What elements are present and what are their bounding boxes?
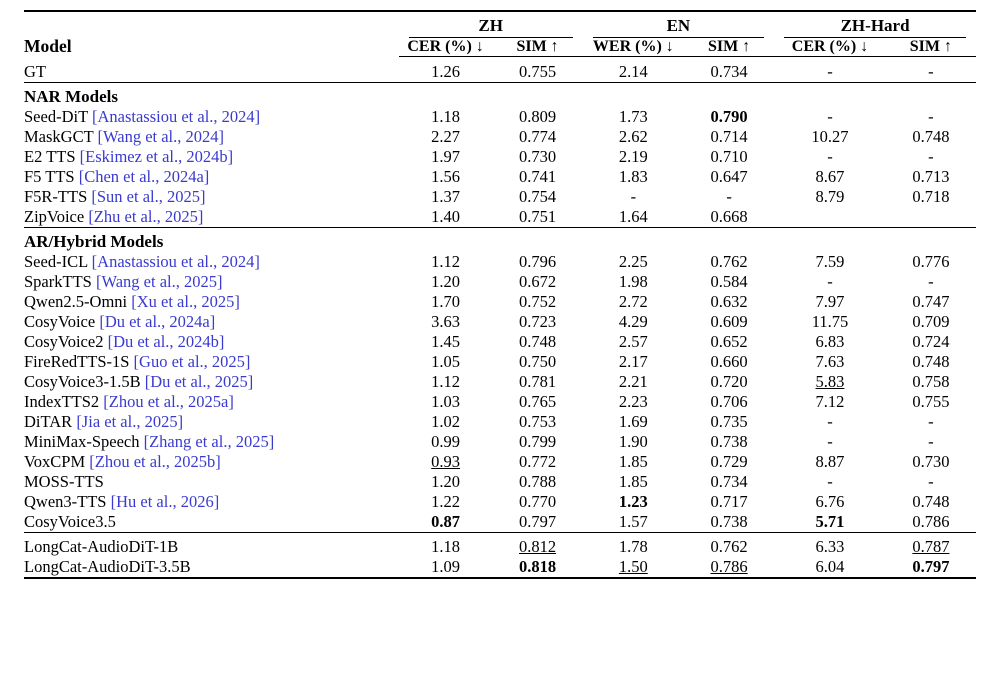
- metric-value: 0.706: [710, 392, 748, 411]
- metric-value: 0.755: [912, 392, 950, 411]
- header-group-en: [583, 11, 775, 38]
- metric-value: 1.98: [618, 272, 648, 291]
- table-row: [24, 147, 976, 167]
- metric-value: 0.788: [519, 472, 557, 491]
- metric-value: 1.12: [431, 372, 461, 391]
- metric-value: 0.632: [710, 292, 748, 311]
- model-name-cell: [24, 432, 399, 452]
- metric-value: 1.50: [618, 557, 648, 576]
- model-name: CosyVoice2: [24, 332, 104, 351]
- metric-value: 5.83: [815, 372, 845, 391]
- model-name-cell: [24, 252, 399, 272]
- citation-link[interactable]: [Anastassiou et al., 2024]: [91, 252, 260, 271]
- metric-value: 0.747: [912, 292, 950, 311]
- metric-value: 2.72: [618, 292, 648, 311]
- model-name-cell: [24, 187, 399, 207]
- metric-value: 0.609: [710, 312, 748, 331]
- metric-value: 0.738: [710, 432, 748, 451]
- model-name: VoxCPM: [24, 452, 86, 471]
- metric-value: 0.647: [710, 167, 748, 186]
- metric-value: 0.790: [710, 107, 748, 126]
- citation-link[interactable]: [Chen et al., 2024a]: [78, 167, 210, 186]
- metric-value: 1.85: [618, 452, 648, 471]
- metric-value: 2.14: [618, 62, 648, 81]
- table-row: [24, 537, 976, 557]
- citation-link[interactable]: [Jia et al., 2025]: [76, 412, 184, 431]
- metric-value: 0.730: [912, 452, 950, 471]
- metric-value: 8.67: [815, 167, 845, 186]
- metric-value: 2.23: [618, 392, 648, 411]
- divider-cell: [24, 577, 399, 578]
- citation-link[interactable]: [Wang et al., 2024]: [97, 127, 225, 146]
- model-name: MiniMax-Speech: [24, 432, 140, 451]
- table-row: [24, 472, 976, 492]
- header-group-zh: [399, 11, 583, 38]
- metric-value: 2.27: [431, 127, 461, 146]
- metric-value: 1.45: [431, 332, 461, 351]
- section-title: NAR Models: [24, 87, 118, 106]
- metric-value: 0.710: [710, 147, 748, 166]
- model-name-cell: [24, 372, 399, 392]
- model-name: FireRedTTS-1S: [24, 352, 130, 371]
- metric-value: 0.741: [519, 167, 557, 186]
- metric-value: 0.812: [519, 537, 557, 556]
- citation-link[interactable]: [Du et al., 2024b]: [107, 332, 225, 351]
- table-row: [24, 252, 976, 272]
- table-row: [24, 432, 976, 452]
- section-header-row: [24, 87, 976, 107]
- metric-value: -: [928, 107, 934, 126]
- metric-value: 0.748: [912, 492, 950, 511]
- table-row: [24, 452, 976, 472]
- metric-value: 1.90: [618, 432, 648, 451]
- model-name-cell: [24, 352, 399, 372]
- metric-value: 0.755: [519, 62, 557, 81]
- metric-value: 0.748: [912, 127, 950, 146]
- metric-value: 0.734: [710, 62, 748, 81]
- model-name-cell: GT: [24, 62, 46, 81]
- metric-value: 0.720: [710, 372, 748, 391]
- metric-value: -: [928, 272, 934, 291]
- divider-cell: [886, 577, 976, 578]
- divider-cell: [493, 577, 583, 578]
- metric-value: 1.03: [431, 392, 461, 411]
- table-row: [24, 107, 976, 127]
- metric-value: 1.85: [618, 472, 648, 491]
- metric-value: 0.717: [710, 492, 748, 511]
- metric-value: 1.64: [618, 207, 648, 226]
- metric-value: 11.75: [811, 312, 849, 331]
- metric-value: 0.752: [519, 292, 557, 311]
- metric-value: 0.750: [519, 352, 557, 371]
- citation-link[interactable]: [Anastassiou et al., 2024]: [91, 107, 261, 126]
- metric-value: 0.762: [710, 537, 748, 556]
- metric-value: 7.97: [815, 292, 845, 311]
- model-name: Qwen3-TTS: [24, 492, 107, 511]
- header-group-zh-label: ZH: [409, 12, 573, 38]
- metric-value: -: [827, 107, 833, 126]
- metric-value: 6.83: [815, 332, 845, 351]
- table-row: [24, 557, 976, 577]
- section-title: AR/Hybrid Models: [24, 232, 164, 251]
- metric-value: 0.786: [912, 512, 950, 531]
- metric-value: 0.718: [912, 187, 950, 206]
- divider-cell: [684, 577, 774, 578]
- divider-cell: [399, 577, 493, 578]
- model-name: F5 TTS: [24, 167, 75, 186]
- metric-value: 0.734: [710, 472, 748, 491]
- metric-value: 0.714: [710, 127, 748, 146]
- metric-value: -: [928, 412, 934, 431]
- results-table: [24, 10, 976, 579]
- metric-value: 0.818: [519, 557, 557, 576]
- metric-value: 1.40: [431, 207, 461, 226]
- metric-value: -: [928, 62, 934, 81]
- metric-value: 0.87: [431, 512, 461, 531]
- metric-value: 0.758: [912, 372, 950, 391]
- citation-link[interactable]: [Guo et al., 2025]: [133, 352, 251, 371]
- metric-value: 0.796: [519, 252, 557, 271]
- metric-value: 0.753: [519, 412, 557, 431]
- table-row: [24, 392, 976, 412]
- metric-value: 0.709: [912, 312, 950, 331]
- citation-link[interactable]: [Du et al., 2024a]: [99, 312, 216, 331]
- header-group-en-label: EN: [593, 12, 765, 38]
- citation-link[interactable]: [Xu et al., 2025]: [131, 292, 240, 311]
- metric-value: 7.63: [815, 352, 845, 371]
- metric-value: [886, 207, 976, 228]
- citation-link[interactable]: [Zhou et al., 2025a]: [103, 392, 234, 411]
- metric-value: 0.765: [519, 392, 557, 411]
- header-group-zh-hard-label: ZH-Hard: [784, 12, 966, 38]
- metric-value: 0.723: [519, 312, 557, 331]
- citation-link[interactable]: [Hu et al., 2026]: [110, 492, 220, 511]
- metric-value: 0.754: [519, 187, 557, 206]
- metric-value: 0.730: [519, 147, 557, 166]
- model-name: E2 TTS: [24, 147, 76, 166]
- metric-value: [774, 207, 886, 228]
- model-name-cell: [24, 147, 399, 167]
- metric-value: -: [928, 432, 934, 451]
- header-group-row: [24, 11, 976, 38]
- model-name-cell: [24, 332, 399, 352]
- metric-value: 0.786: [710, 557, 748, 576]
- metric-value: 2.62: [618, 127, 648, 146]
- header-model: Model: [24, 11, 399, 57]
- model-name: Qwen2.5-Omni: [24, 292, 128, 311]
- header-zh-cer: CER (%) ↓: [399, 38, 493, 57]
- model-name-cell: [24, 292, 399, 312]
- metric-value: 0.797: [519, 512, 557, 531]
- model-name-cell: [24, 312, 399, 332]
- metric-value: 0.713: [912, 167, 950, 186]
- metric-value: 0.774: [519, 127, 557, 146]
- model-name: Seed-DiT: [24, 107, 88, 126]
- citation-link[interactable]: [Du et al., 2025]: [144, 372, 254, 391]
- metric-value: 1.37: [431, 187, 461, 206]
- table-bottom-rule: [24, 577, 976, 578]
- header-en-wer: WER (%) ↓: [583, 38, 684, 57]
- model-name: MaskGCT: [24, 127, 94, 146]
- metric-value: 0.799: [519, 432, 557, 451]
- metric-value: -: [827, 272, 833, 291]
- metric-value: -: [827, 432, 833, 451]
- metric-value: 0.729: [710, 452, 748, 471]
- metric-value: -: [827, 147, 833, 166]
- model-name-cell: [24, 512, 399, 533]
- metric-value: 1.83: [618, 167, 648, 186]
- header-zhhard-cer: CER (%) ↓: [774, 38, 886, 57]
- model-name-cell: [24, 537, 399, 557]
- table-row: [24, 332, 976, 352]
- model-name: MOSS-TTS: [24, 472, 104, 491]
- citation-link[interactable]: [Sun et al., 2025]: [91, 187, 206, 206]
- model-name-cell: [24, 207, 399, 228]
- table-body: [24, 57, 976, 579]
- metric-value: 0.93: [431, 452, 461, 471]
- header-zh-sim: SIM ↑: [493, 38, 583, 57]
- metric-value: 6.33: [815, 537, 845, 556]
- metric-value: 1.70: [431, 292, 461, 311]
- model-name-cell: [24, 412, 399, 432]
- model-name-cell: [24, 472, 399, 492]
- metric-value: 1.02: [431, 412, 461, 431]
- model-name: F5R-TTS: [24, 187, 88, 206]
- metric-value: 8.79: [815, 187, 845, 206]
- metric-value: 0.797: [912, 557, 950, 576]
- model-name-cell: [24, 452, 399, 472]
- metric-value: 6.04: [815, 557, 845, 576]
- table-row: [24, 207, 976, 228]
- metric-value: 1.69: [618, 412, 648, 431]
- divider-cell: [774, 577, 886, 578]
- metric-value: 1.57: [618, 512, 648, 531]
- metric-value: 0.660: [710, 352, 748, 371]
- table-row: [24, 352, 976, 372]
- metric-value: -: [827, 472, 833, 491]
- model-name-cell: [24, 392, 399, 412]
- table-row: [24, 272, 976, 292]
- metric-value: 0.652: [710, 332, 748, 351]
- metric-value: 0.748: [912, 352, 950, 371]
- model-name: DiTAR: [24, 412, 73, 431]
- metric-value: 1.78: [618, 537, 648, 556]
- model-name: CosyVoice: [24, 312, 96, 331]
- metric-value: -: [827, 412, 833, 431]
- metric-value: 0.584: [710, 272, 748, 291]
- model-name: SparkTTS: [24, 272, 92, 291]
- metric-value: 2.25: [618, 252, 648, 271]
- metric-value: -: [928, 472, 934, 491]
- metric-value: -: [630, 187, 637, 206]
- metric-value: 1.56: [431, 167, 461, 186]
- metric-value: 1.22: [431, 492, 461, 511]
- metric-value: 0.781: [519, 372, 557, 391]
- metric-value: -: [726, 187, 732, 206]
- metric-value: 0.770: [519, 492, 557, 511]
- metric-value: 2.17: [618, 352, 648, 371]
- citation-link[interactable]: [Zhu et al., 2025]: [88, 207, 204, 226]
- model-name: CosyVoice3-1.5B: [24, 372, 141, 391]
- citation-link[interactable]: [Wang et al., 2025]: [95, 272, 223, 291]
- metric-value: 0.787: [912, 537, 950, 556]
- model-name-cell: [24, 107, 399, 127]
- header-zhhard-sim: SIM ↑: [886, 38, 976, 57]
- metric-value: 1.23: [618, 492, 648, 511]
- metric-value: 0.99: [431, 432, 461, 451]
- metric-value: 1.09: [431, 557, 461, 576]
- model-name-cell: [24, 127, 399, 147]
- table-row: [24, 127, 976, 147]
- metric-value: 0.668: [710, 207, 748, 226]
- metric-value: 2.21: [618, 372, 648, 391]
- metric-value: 1.18: [431, 537, 461, 556]
- model-name-cell: [24, 492, 399, 512]
- metric-value: 1.26: [431, 62, 461, 81]
- metric-value: 7.59: [815, 252, 845, 271]
- model-name: CosyVoice3.5: [24, 512, 116, 531]
- metric-value: 0.751: [519, 207, 557, 226]
- table-row: [24, 492, 976, 512]
- metric-value: -: [827, 62, 833, 81]
- table-row: [24, 57, 976, 83]
- model-name: LongCat-AudioDiT-1B: [24, 537, 179, 556]
- section-header-row: [24, 232, 976, 252]
- model-name: IndexTTS2: [24, 392, 100, 411]
- metric-value: 1.20: [431, 272, 461, 291]
- metric-value: 1.20: [431, 472, 461, 491]
- metric-value: 1.73: [618, 107, 648, 126]
- header-group-zh-hard: [774, 11, 976, 38]
- model-name-cell: [24, 167, 399, 187]
- metric-value: 8.87: [815, 452, 845, 471]
- model-name: LongCat-AudioDiT-3.5B: [24, 557, 191, 576]
- citation-link[interactable]: [Zhang et al., 2025]: [143, 432, 275, 451]
- metric-value: 0.772: [519, 452, 557, 471]
- model-name: ZipVoice: [24, 207, 85, 226]
- metric-value: 1.05: [431, 352, 461, 371]
- table-row: [24, 312, 976, 332]
- metric-value: 10.27: [811, 127, 849, 146]
- model-name-cell: [24, 272, 399, 292]
- table-row: [24, 372, 976, 392]
- divider-cell: [583, 577, 684, 578]
- table-row: [24, 292, 976, 312]
- metric-value: 0.776: [912, 252, 950, 271]
- table-row: [24, 167, 976, 187]
- citation-link[interactable]: [Zhou et al., 2025b]: [89, 452, 221, 471]
- metric-value: 1.97: [431, 147, 461, 166]
- metric-value: 5.71: [815, 512, 845, 531]
- metric-value: 0.735: [710, 412, 748, 431]
- metric-value: 0.738: [710, 512, 748, 531]
- table-row: [24, 187, 976, 207]
- table-row: [24, 412, 976, 432]
- metric-value: 2.57: [618, 332, 648, 351]
- metric-value: 0.748: [519, 332, 557, 351]
- header-en-sim: SIM ↑: [684, 38, 774, 57]
- metric-value: 1.18: [431, 107, 461, 126]
- model-name-cell: [24, 557, 399, 577]
- model-name: Seed-ICL: [24, 252, 88, 271]
- metric-value: 0.724: [912, 332, 950, 351]
- table-row: [24, 512, 976, 533]
- metric-value: 3.63: [431, 312, 461, 331]
- citation-link[interactable]: [Eskimez et al., 2024b]: [79, 147, 234, 166]
- table-header: [24, 11, 976, 57]
- metric-value: -: [928, 147, 934, 166]
- metric-value: 0.809: [519, 107, 557, 126]
- metric-value: 4.29: [618, 312, 648, 331]
- metric-value: 1.12: [431, 252, 461, 271]
- metric-value: 0.762: [710, 252, 748, 271]
- metric-value: 6.76: [815, 492, 845, 511]
- metric-value: 2.19: [618, 147, 648, 166]
- metric-value: 0.672: [519, 272, 557, 291]
- metric-value: 7.12: [815, 392, 845, 411]
